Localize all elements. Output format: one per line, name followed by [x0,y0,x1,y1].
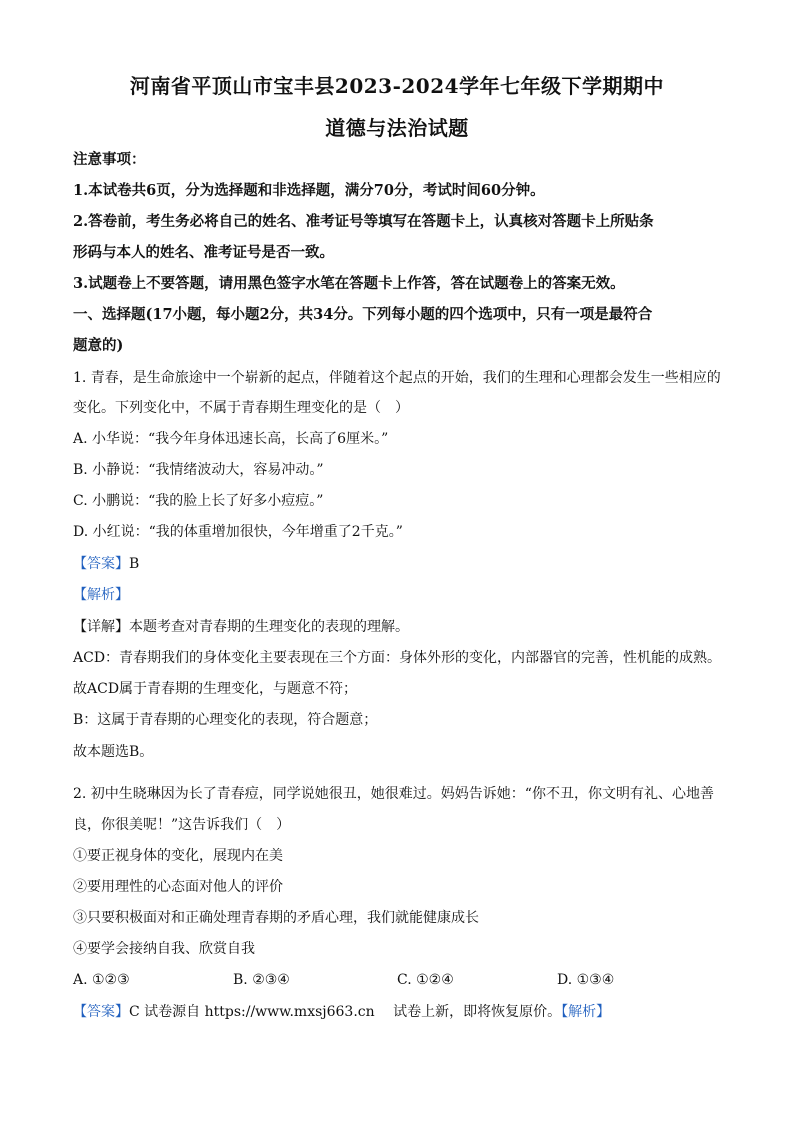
q2-option-c: C. ①②④ [397,972,454,988]
q1-option-d: D. 小红说：“我的体重增加很快，今年增重了2千克。” [73,524,403,540]
q1-detail [73,617,733,637]
q1-explanation-1: ACD：青春期我们的身体变化主要表现在三个方面：身体外形的变化，内部器官的完善，性机能的成熟。 [73,650,722,666]
q1-option-c: C. 小鹏说：“我的脸上长了好多小痘痘。” [73,493,324,509]
q1-option-a: A. 小华说：“我今年身体迅速长高，长高了6厘米。” [73,431,389,447]
analysis-tag: 【解析】 [561,1004,611,1020]
q2-stem: 2. 初中生晓琳因为长了青春痘，同学说她很丑，她很难过。妈妈告诉她：“你不丑，你文明有礼、心地善 [73,786,714,802]
q2-statement-1: ①要正视身体的变化，展现内在美 [73,848,283,864]
q2-statement-4: ④要学会接纳自我、欣赏自我 [73,941,255,957]
notice-item-2: 2.答卷前，考生务必将自己的姓名、准考证号等填写在答题卡上，认真核对答题卡上所贴条 [73,213,654,230]
q2-option-d: D. ①③④ [557,972,615,988]
q2-answer [73,1002,733,1022]
section-heading-cont: 题意的) [73,337,124,354]
section-heading: 一、选择题(17小题，每小题2分，共34分。下列每小题的四个选项中，只有一项是最符合 [73,306,653,323]
q1-stem-cont: 变化。下列变化中，不属于青春期生理变化的是（ ） [73,400,409,416]
q2-stem-cont: 良，你很美呢！”这告诉我们（ ） [73,817,291,833]
answer-tag: 【答案】 [73,556,129,572]
detail-tag: 【详解】 [73,619,129,635]
q1-option-b: B. 小静说：“我情绪波动大，容易冲动。” [73,462,324,478]
notice-heading: 注意事项： [73,151,146,168]
q1-answer-value: B [129,556,140,572]
notice-item-1: 1.本试卷共6页，分为选择题和非选择题，满分70分，考试时间60分钟。 [73,182,545,199]
q1-analysis-tag: 【解析】 [73,587,129,603]
exam-title: 河南省平顶山市宝丰县2023-2024学年七年级下学期期中 [129,74,665,98]
answer-tag: 【答案】 [73,1004,129,1020]
q2-option-b: B. ②③④ [233,972,290,988]
exam-subject-title: 道德与法治试题 [325,116,469,140]
q1-explanation-4: 故本题选B。 [73,744,154,760]
notice-item-2-cont: 形码与本人的姓名、准考证号是否一致。 [73,244,334,261]
q2-answer-text: C 试卷源自 https://www.mxsj663.cn 试卷上新，即将恢复原价。 [129,1004,562,1020]
q1-answer [73,554,733,574]
notice-item-3: 3.试题卷上不要答题，请用黑色签字水笔在答题卡上作答，答在试题卷上的答案无效。 [73,275,625,292]
q2-statement-3: ③只要积极面对和正确处理青春期的矛盾心理，我们就能健康成长 [73,910,479,926]
q1-stem: 1. 青春，是生命旅途中一个崭新的起点，伴随着这个起点的开始，我们的生理和心理都会发生一些相应的 [73,370,721,386]
q1-detail-text: 本题考查对青春期的生理变化的表现的理解。 [129,619,409,635]
q1-explanation-3: B：这属于青春期的心理变化的表现，符合题意； [73,712,378,728]
q2-statement-2: ②要用理性的心态面对他人的评价 [73,879,283,895]
q2-option-a: A. ①②③ [73,972,130,988]
q1-explanation-2: 故ACD属于青春期的生理变化，与题意不符； [73,681,358,697]
